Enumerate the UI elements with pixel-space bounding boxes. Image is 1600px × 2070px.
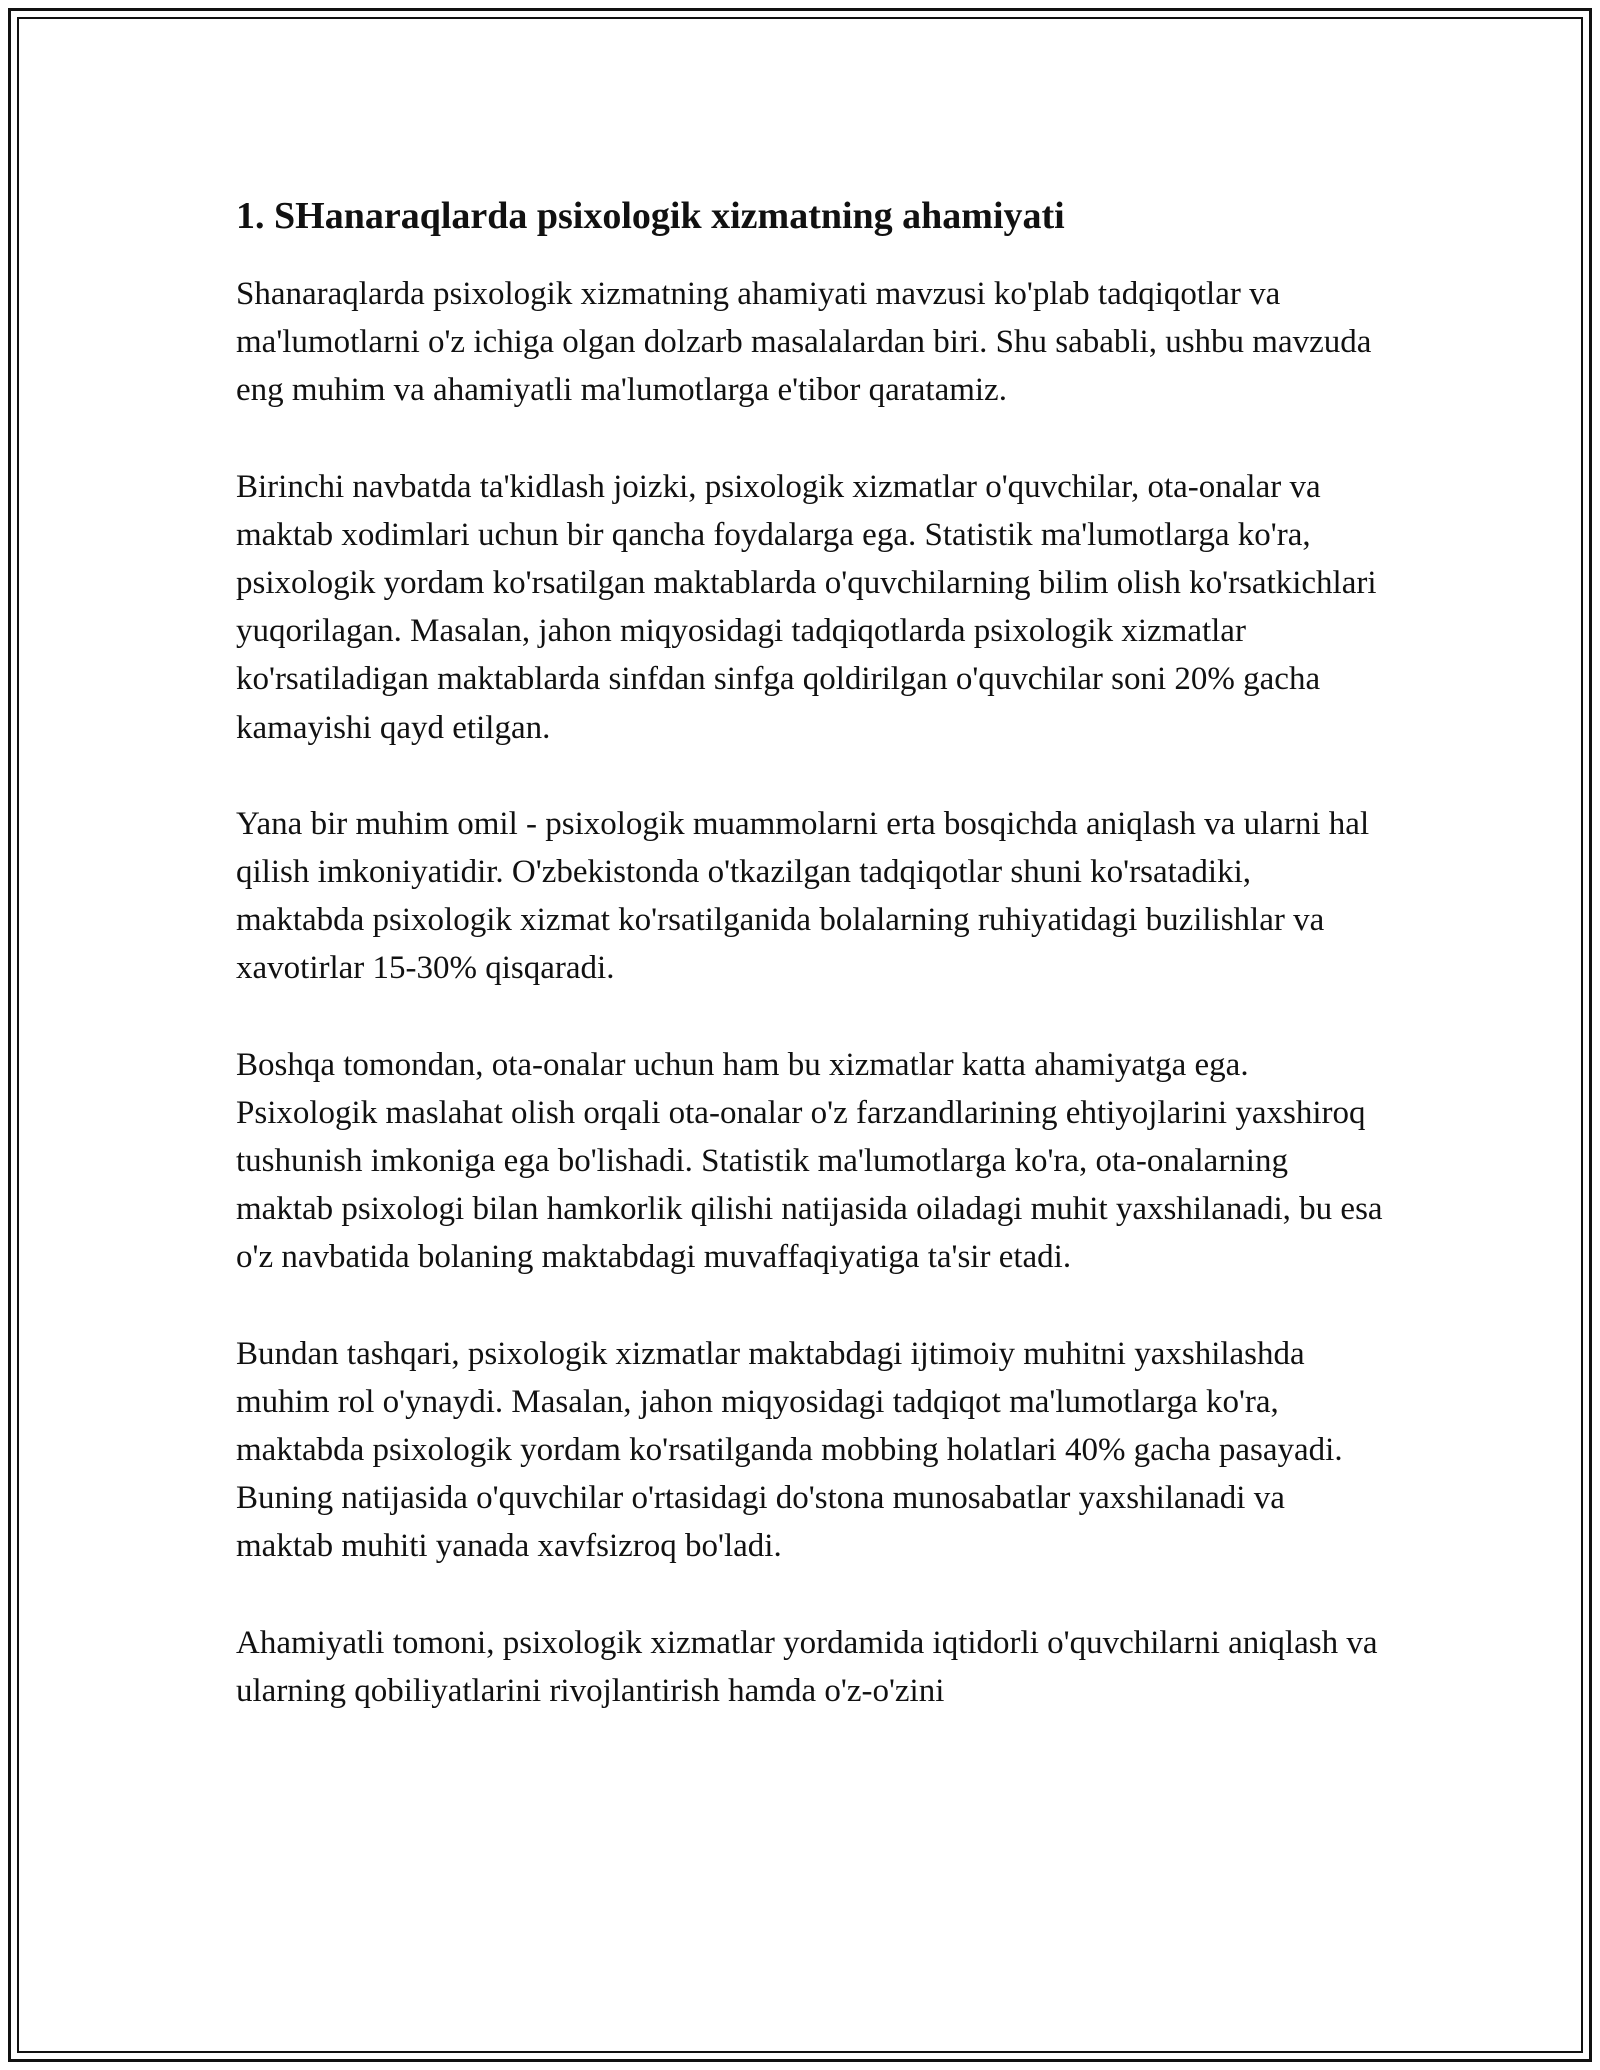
paragraph-3: Yana bir muhim omil - psixologik muammolarni erta bosqichda aniqlash va ularni hal qilish imkoniyatidir. O'zbekistonda o'tkazilgan tadqiqotlar shuni ko'rsatadiki, maktabda psixologik xizmat ko'rsatilganida bolalarning ruhiyatidagi buzilishlar va xavotirlar 15-30% qisqaradi.	[236, 805, 1370, 987]
document-body	[236, 188, 1386, 1715]
paragraph-6: Ahamiyatli tomoni, psixologik xizmatlar yordamida iqtidorli o'quvchilarni aniqlash va ularning qobiliyatlarini rivojlantirish hamda o'z-o'zini	[236, 1624, 1378, 1709]
paragraph-5: Bundan tashqari, psixologik xizmatlar maktabdagi ijtimoiy muhitni yaxshilashda muhim rol o'ynaydi. Masalan, jahon miqyosidagi tadqiqot ma'lumotlarga ko'ra, maktabda psixologik yordam ko'rsatilganda mobbing holatlari 40% gacha pasayadi. Buning natijasida o'quvchilar o'rtasidagi do'stona munosabatlar yaxshilanadi va maktab muhiti yanada xavfsizroq bo'ladi.	[236, 1335, 1343, 1565]
section-heading: 1. SHanaraqlarda psixologik xizmatning ahamiyati	[236, 195, 1065, 237]
paragraph-4: Boshqa tomondan, ota-onalar uchun ham bu xizmatlar katta ahamiyatga ega. Psixologik maslahat olish orqali ota-onalar o'z farzandlarining ehtiyojlarini yaxshiroq tushunish imkoniga ega bo'lishadi. Statistik ma'lumotlarga ko'ra, ota-onalarning maktab psixologi bilan hamkorlik qilishi natijasida oiladagi muhit yaxshilanadi, bu esa o'z navbatida bolaning maktabdagi muvaffaqiyatiga ta'sir etadi.	[236, 1046, 1383, 1276]
paragraph-1: Shanaraqlarda psixologik xizmatning ahamiyati mavzusi ko'plab tadqiqotlar va ma'lumotlarni o'z ichiga olgan dolzarb masalalardan biri. Shu sababli, ushbu mavzuda eng muhim va ahamiyatli ma'lumotlarga e'tibor qaratamiz.	[236, 276, 1372, 409]
paragraph-2: Birinchi navbatda ta'kidlash joizki, psixologik xizmatlar o'quvchilar, ota-onalar va maktab xodimlari uchun bir qancha foydalarga ega. Statistik ma'lumotlarga ko'ra, psixologik yordam ko'rsatilgan maktablarda o'quvchilarning bilim olish ko'rsatkichlari yuqorilagan. Masalan, jahon miqyosidagi tadqiqotlarda psixologik xizmatlar ko'rsatiladigan maktablarda sinfdan sinfga qoldirilgan o'quvchilar soni 20% gacha kamayishi qayd etilgan.	[236, 468, 1377, 746]
